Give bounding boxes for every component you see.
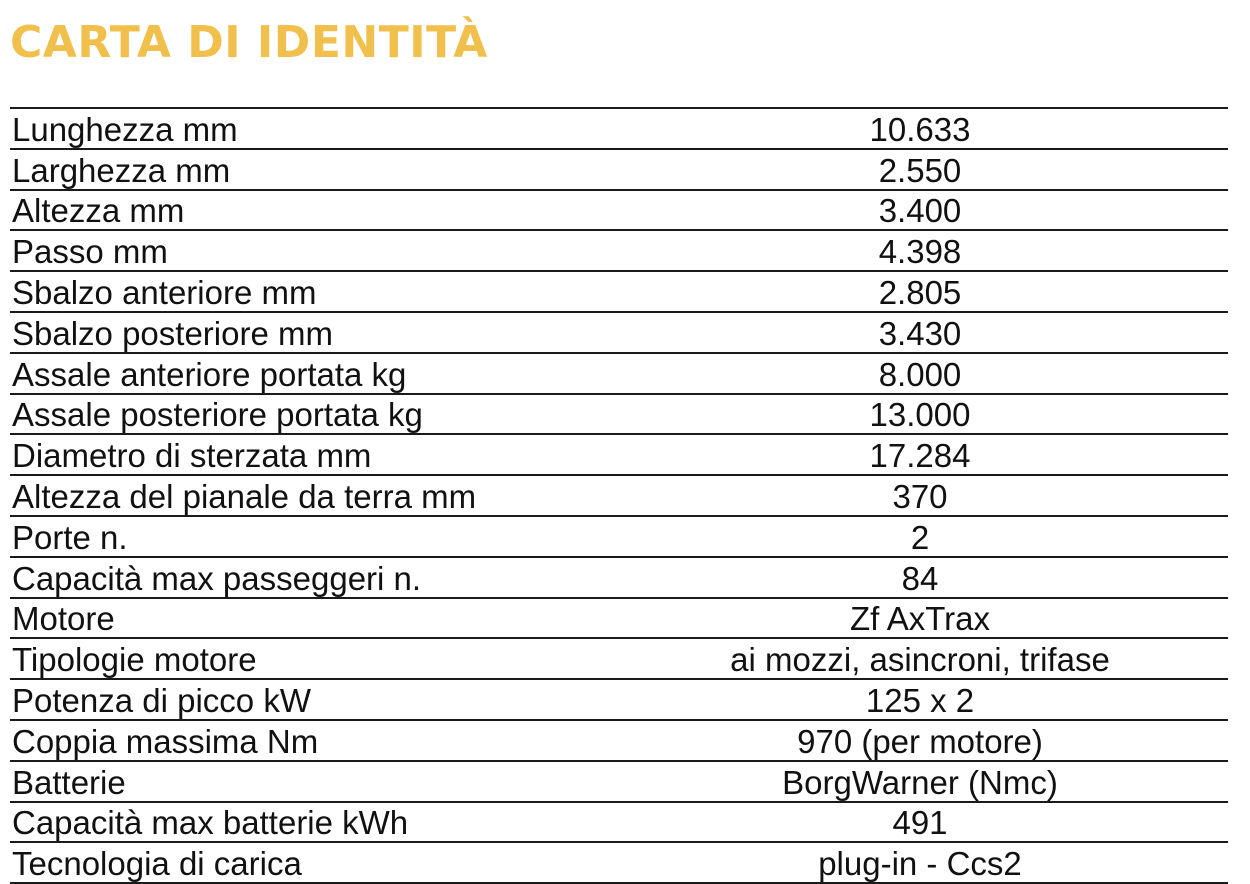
spec-label: Lunghezza mm [10,108,612,149]
spec-value: 370 [612,475,1228,516]
spec-label: Larghezza mm [10,149,612,190]
spec-value: 2.805 [612,271,1228,312]
spec-value: 2 [612,516,1228,557]
spec-label: Passo mm [10,230,612,271]
spec-label: Capacità max batterie kWh [10,802,612,843]
spec-label: Porte n. [10,516,612,557]
table-row [10,230,1228,271]
spec-label: Assale anteriore portata kg [10,353,612,394]
spec-table-body [10,108,1228,883]
table-row [10,761,1228,802]
table-row [10,434,1228,475]
spec-label: Batterie [10,761,612,802]
table-row [10,720,1228,761]
spec-label: Capacità max passeggeri n. [10,557,612,598]
table-row [10,108,1228,149]
table-row [10,516,1228,557]
spec-value: 84 [612,557,1228,598]
spec-value: 4.398 [612,230,1228,271]
spec-label: Sbalzo posteriore mm [10,312,612,353]
table-row [10,802,1228,843]
table-row [10,353,1228,394]
spec-value: 13.000 [612,394,1228,435]
table-row [10,842,1228,883]
table-row [10,312,1228,353]
spec-label: Diametro di sterzata mm [10,434,612,475]
table-row [10,557,1228,598]
table-row [10,190,1228,231]
spec-label: Motore [10,598,612,639]
table-row [10,598,1228,639]
spec-label: Altezza mm [10,190,612,231]
table-row [10,271,1228,312]
spec-value: 17.284 [612,434,1228,475]
spec-label: Coppia massima Nm [10,720,612,761]
spec-value: 491 [612,802,1228,843]
spec-value: ai mozzi, asincroni, trifase [612,638,1228,679]
spec-value: Zf AxTrax [612,598,1228,639]
spec-label: Altezza del pianale da terra mm [10,475,612,516]
table-row [10,475,1228,516]
table-row [10,394,1228,435]
spec-value: 3.430 [612,312,1228,353]
spec-value: 8.000 [612,353,1228,394]
spec-value: 10.633 [612,108,1228,149]
page-title: CARTA DI IDENTITÀ [10,17,488,68]
spec-value: 125 x 2 [612,679,1228,720]
spec-table [10,107,1228,884]
spec-value: plug-in - Ccs2 [612,842,1228,883]
table-row [10,679,1228,720]
spec-value: 3.400 [612,190,1228,231]
spec-value: 970 (per motore) [612,720,1228,761]
spec-label: Potenza di picco kW [10,679,612,720]
spec-label: Tipologie motore [10,638,612,679]
spec-label: Tecnologia di carica [10,842,612,883]
spec-value: 2.550 [612,149,1228,190]
spec-label: Assale posteriore portata kg [10,394,612,435]
spec-label: Sbalzo anteriore mm [10,271,612,312]
spec-value: BorgWarner (Nmc) [612,761,1228,802]
table-row [10,149,1228,190]
table-row [10,638,1228,679]
